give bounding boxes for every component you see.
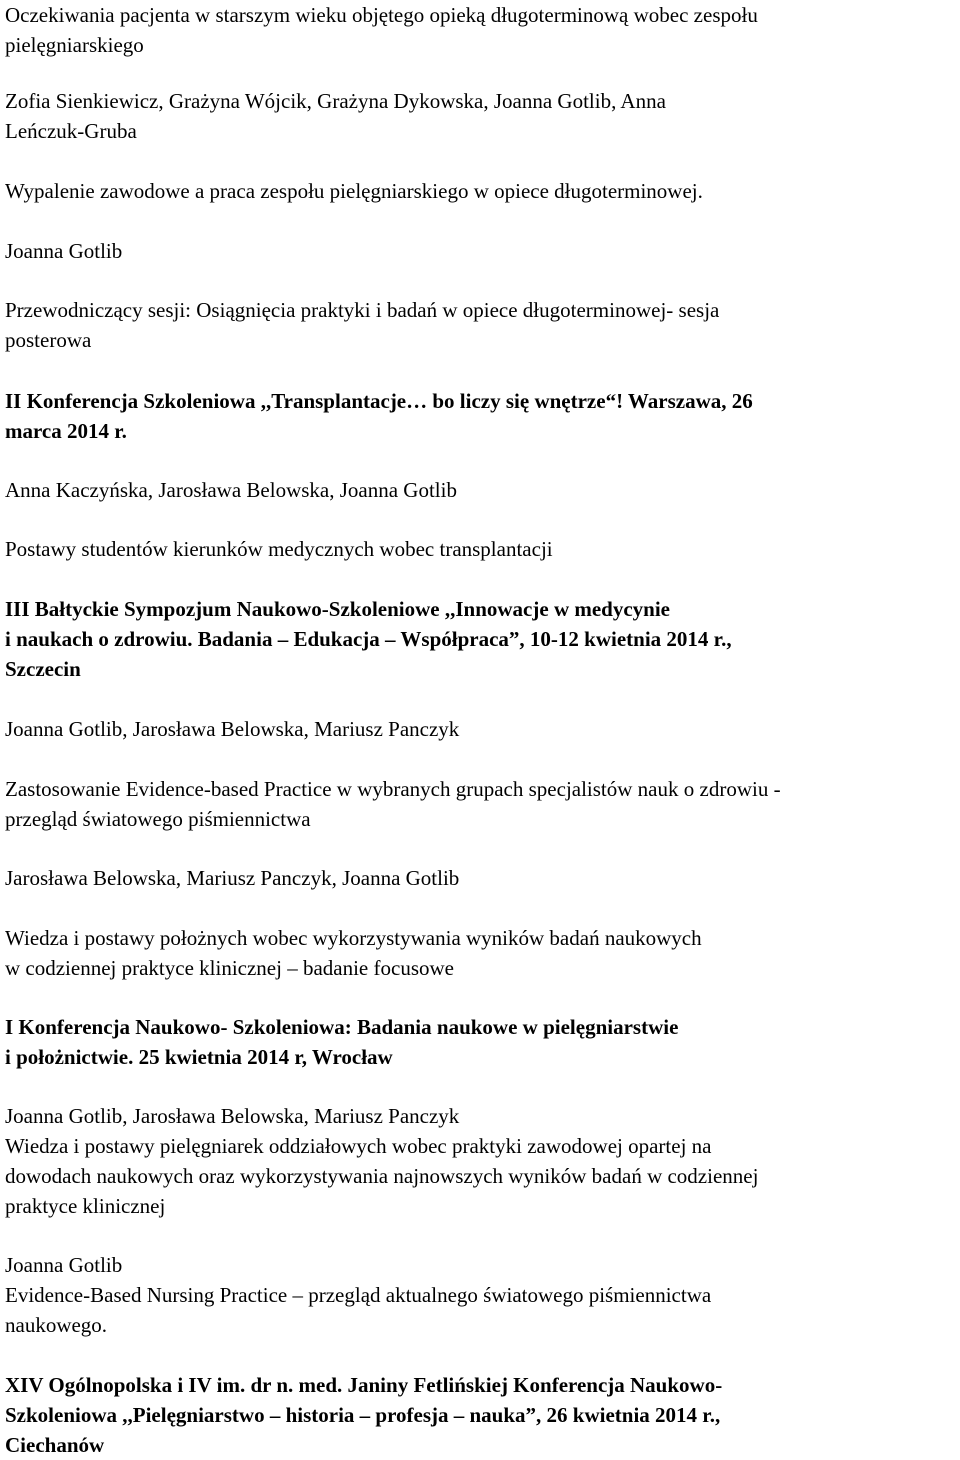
paper-authors: Joanna Gotlib — [5, 1253, 123, 1277]
conference-info: I Konferencja Naukowo- Szkoleniowa: Badania naukowe w pielęgniarstwie i położnictwie. 25 kwietnia 2014 r, Wrocław — [5, 1015, 679, 1069]
paper-title: Wypalenie zawodowe a praca zespołu pielęgniarskiego w opiece długoterminowej. — [5, 179, 703, 203]
paper-authors: Joanna Gotlib — [5, 239, 123, 263]
paper-title: Wiedza i postawy położnych wobec wykorzystywania wyników badań naukowych w codziennej praktyce klinicznej – badanie focusowe — [5, 926, 702, 980]
paper-authors: Joanna Gotlib, Jarosława Belowska, Mariusz Panczyk — [5, 717, 460, 741]
paper-authors: Joanna Gotlib, Jarosława Belowska, Mariusz Panczyk — [5, 1104, 460, 1128]
paper-title: Oczekiwania pacjenta w starszym wieku objętego opieką długoterminową wobec zespołu pielęgniarskiego — [5, 3, 758, 57]
paper-title: Postawy studentów kierunków medycznych wobec transplantacji — [5, 537, 553, 561]
conference-info: XIV Ogólnopolska i IV im. dr n. med. Janiny Fetlińskiej Konferencja Naukowo- Szkoleniowa ,,Pielęgniarstwo – historia – profesja – nauka”, 26 kwietnia 2014 r., Ciechanów — [5, 1373, 723, 1457]
paper-authors: Zofia Sienkiewicz, Grażyna Wójcik, Grażyna Dykowska, Joanna Gotlib, Anna Leńczuk-Gruba — [5, 89, 666, 143]
session-chair: Przewodniczący sesji: Osiągnięcia praktyki i badań w opiece długoterminowej- sesja posterowa — [5, 298, 720, 352]
paper-title: Zastosowanie Evidence-based Practice w wybranych grupach specjalistów nauk o zdrowiu - przegląd światowego piśmiennictwa — [5, 777, 781, 831]
conference-info: II Konferencja Szkoleniowa ,,Transplantacje… bo liczy się wnętrze“! Warszawa, 26 marca 2014 r. — [5, 389, 753, 443]
paper-title: Wiedza i postawy pielęgniarek oddziałowych wobec praktyki zawodowej opartej na dowodach naukowych oraz wykorzystywania najnowszych wyników badań w codziennej praktyce klinicznej — [5, 1134, 759, 1218]
paper-title: Evidence-Based Nursing Practice – przegląd aktualnego światowego piśmiennictwa naukowego. — [5, 1283, 712, 1337]
paper-authors: Anna Kaczyńska, Jarosława Belowska, Joanna Gotlib — [5, 478, 457, 502]
conference-info: III Bałtyckie Sympozjum Naukowo-Szkoleniowe ,,Innowacje w medycynie i naukach o zdrowiu. Badania – Edukacja – Współpraca”, 10-12 kwietnia 2014 r., Szczecin — [5, 597, 732, 681]
paper-authors: Jarosława Belowska, Mariusz Panczyk, Joanna Gotlib — [5, 866, 460, 890]
